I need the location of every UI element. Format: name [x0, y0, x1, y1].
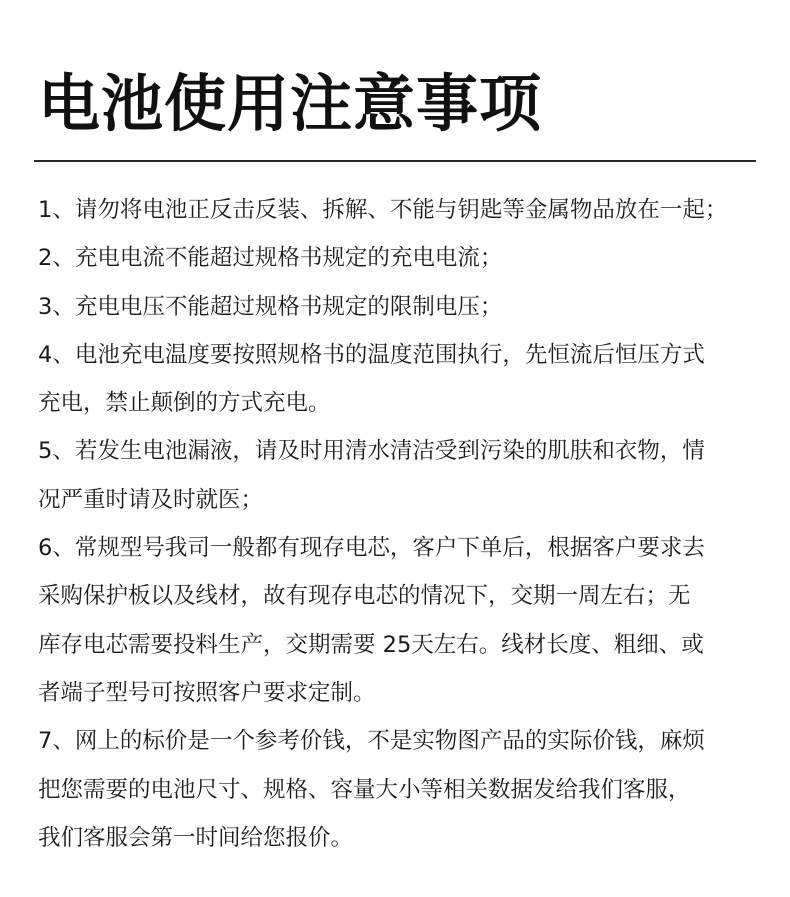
rule-text-line: 况严重时请及时就医； — [38, 486, 264, 513]
rule-text-line: 把您需要的电池尺寸、规格、容量大小等相关数据发给我们客服， — [38, 776, 691, 803]
rule-item-6 — [38, 524, 768, 717]
rule-item-2 — [38, 234, 768, 282]
rule-text-line: 1、请勿将电池正反击反装、拆解、不能与钥匙等金属物品放在一起； — [38, 197, 728, 223]
rule-text-line: 5、若发生电池漏液，请及时用清水清洁受到污染的肌肤和衣物，情 — [38, 438, 705, 465]
rule-text-line: 库存电芯需要投料生产，交期需要 25天左右。线材长度、粗细、或 — [38, 631, 704, 658]
rule-item-3 — [38, 283, 768, 331]
rule-text-line: 6、常规型号我司一般都有现存电芯，客户下单后，根据客户要求去 — [38, 535, 705, 562]
rule-text-line: 2、充电电流不能超过规格书规定的充电电流； — [38, 245, 503, 272]
rule-item-7 — [38, 717, 768, 862]
rule-item-1 — [38, 186, 768, 234]
rule-item-4 — [38, 331, 768, 428]
rule-text-line: 4、电池充电温度要按照规格书的温度范围执行，先恒流后恒压方式 — [38, 341, 705, 368]
rule-text-line: 采购保护板以及线材，故有现存电芯的情况下，交期一周左右；无 — [38, 583, 691, 610]
rules-list — [38, 186, 768, 862]
rule-text-line: 3、充电电压不能超过规格书规定的限制电压； — [38, 293, 503, 320]
rule-text-line: 充电，禁止颠倒的方式充电。 — [38, 390, 331, 417]
rule-text-line: 7、网上的标价是一个参考价钱，不是实物图产品的实际价钱，麻烦 — [38, 728, 705, 755]
rule-item-5 — [38, 427, 768, 524]
rule-text-line: 者端子型号可按照客户要求定制。 — [38, 679, 376, 706]
page-title: 电池使用注意事项 — [38, 67, 543, 140]
title-divider — [34, 160, 756, 162]
rule-text-line: 我们客服会第一时间给您报价。 — [38, 824, 354, 851]
